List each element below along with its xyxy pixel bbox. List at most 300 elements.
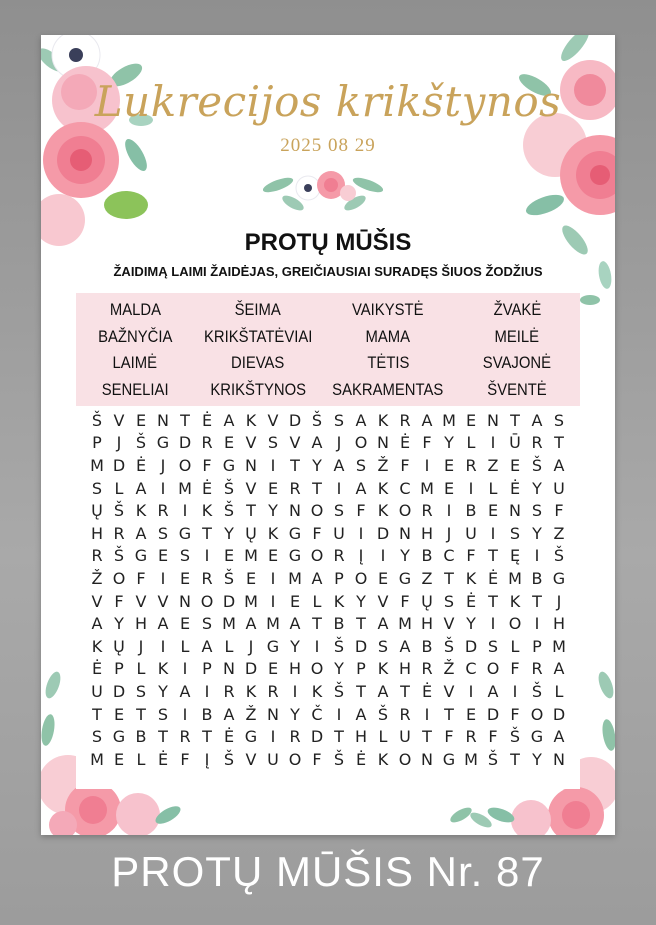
grid-letter[interactable]: Š <box>377 704 389 724</box>
grid-letter[interactable]: T <box>246 501 256 521</box>
grid-letter[interactable]: G <box>156 433 170 453</box>
grid-letter[interactable]: T <box>356 614 366 634</box>
grid-letter[interactable]: P <box>334 568 344 588</box>
grid-letter[interactable]: I <box>468 478 474 498</box>
grid-letter[interactable]: Z <box>553 523 565 543</box>
grid-letter[interactable]: J <box>556 591 562 611</box>
grid-letter[interactable]: V <box>289 433 301 453</box>
grid-letter[interactable]: J <box>336 433 342 453</box>
grid-letter[interactable]: P <box>92 433 102 453</box>
grid-letter[interactable]: T <box>312 614 322 634</box>
grid-letter[interactable]: K <box>201 501 213 521</box>
grid-letter[interactable]: R <box>531 433 543 453</box>
grid-letter[interactable]: B <box>531 568 543 588</box>
grid-letter[interactable]: G <box>266 636 280 656</box>
grid-letter[interactable]: F <box>510 704 520 724</box>
grid-letter[interactable]: I <box>468 681 474 701</box>
grid-letter[interactable]: E <box>223 546 235 566</box>
grid-letter[interactable]: Š <box>113 546 125 566</box>
grid-letter[interactable]: Ė <box>355 749 367 769</box>
grid-letter[interactable]: Į <box>358 546 364 566</box>
grid-letter[interactable]: R <box>157 501 169 521</box>
grid-letter[interactable]: Š <box>553 546 565 566</box>
grid-letter[interactable]: E <box>179 568 191 588</box>
grid-letter[interactable]: H <box>90 523 104 543</box>
grid-letter[interactable]: A <box>399 636 411 656</box>
grid-letter[interactable]: I <box>380 546 386 566</box>
grid-letter[interactable]: L <box>180 636 190 656</box>
grid-letter[interactable]: S <box>333 501 345 521</box>
grid-letter[interactable]: H <box>288 659 302 679</box>
grid-letter[interactable]: V <box>157 591 169 611</box>
grid-letter[interactable]: I <box>160 636 166 656</box>
grid-letter[interactable]: O <box>486 659 500 679</box>
grid-letter[interactable]: K <box>245 681 257 701</box>
grid-letter[interactable]: Ū <box>509 433 521 453</box>
grid-letter[interactable]: S <box>157 704 169 724</box>
grid-letter[interactable]: A <box>355 704 367 724</box>
grid-letter[interactable]: L <box>510 636 520 656</box>
grid-letter[interactable]: O <box>178 455 192 475</box>
grid-letter[interactable]: N <box>245 455 257 475</box>
grid-letter[interactable]: N <box>223 659 235 679</box>
grid-letter[interactable]: N <box>267 704 279 724</box>
grid-letter[interactable]: T <box>136 704 146 724</box>
grid-letter[interactable]: Š <box>91 410 103 430</box>
grid-letter[interactable]: L <box>554 681 564 701</box>
grid-letter[interactable]: Y <box>532 478 542 498</box>
grid-letter[interactable]: V <box>377 591 389 611</box>
grid-letter[interactable]: J <box>248 636 254 656</box>
grid-letter[interactable]: H <box>420 614 434 634</box>
grid-letter[interactable]: B <box>201 704 213 724</box>
grid-letter[interactable]: T <box>180 410 190 430</box>
grid-letter[interactable]: Ų <box>113 636 125 656</box>
grid-letter[interactable]: Ž <box>245 704 257 724</box>
grid-letter[interactable]: O <box>288 749 302 769</box>
grid-letter[interactable]: T <box>334 727 344 747</box>
grid-letter[interactable]: Į <box>204 749 210 769</box>
grid-letter[interactable]: N <box>157 410 169 430</box>
grid-letter[interactable]: K <box>135 501 147 521</box>
grid-letter[interactable]: G <box>530 727 544 747</box>
grid-letter[interactable]: A <box>179 681 191 701</box>
grid-letter[interactable]: D <box>288 410 302 430</box>
grid-letter[interactable]: V <box>245 433 257 453</box>
grid-letter[interactable]: K <box>311 681 323 701</box>
grid-letter[interactable]: V <box>113 410 125 430</box>
grid-letter[interactable]: E <box>267 659 279 679</box>
grid-letter[interactable]: K <box>245 410 257 430</box>
grid-letter[interactable]: G <box>178 523 192 543</box>
grid-letter[interactable]: N <box>179 591 191 611</box>
grid-letter[interactable]: V <box>245 478 257 498</box>
grid-letter[interactable]: D <box>222 591 236 611</box>
grid-letter[interactable]: Ų <box>91 501 103 521</box>
grid-letter[interactable]: Š <box>223 568 235 588</box>
grid-letter[interactable]: T <box>488 546 498 566</box>
grid-letter[interactable]: S <box>377 636 389 656</box>
grid-letter[interactable]: L <box>466 433 476 453</box>
grid-letter[interactable]: K <box>377 749 389 769</box>
grid-letter[interactable]: I <box>336 704 342 724</box>
grid-letter[interactable]: M <box>178 478 192 498</box>
grid-letter[interactable]: I <box>270 591 276 611</box>
grid-letter[interactable]: T <box>158 727 168 747</box>
grid-letter[interactable]: D <box>112 681 126 701</box>
grid-letter[interactable]: V <box>135 591 147 611</box>
grid-letter[interactable]: A <box>553 455 565 475</box>
grid-letter[interactable]: A <box>487 681 499 701</box>
grid-letter[interactable]: E <box>267 478 279 498</box>
grid-letter[interactable]: J <box>160 455 166 475</box>
grid-letter[interactable]: J <box>116 433 122 453</box>
grid-letter[interactable]: A <box>135 478 147 498</box>
grid-letter[interactable]: C <box>443 546 455 566</box>
grid-letter[interactable]: U <box>553 478 565 498</box>
grid-letter[interactable]: N <box>421 749 433 769</box>
grid-letter[interactable]: T <box>422 727 432 747</box>
grid-letter[interactable]: S <box>91 727 103 747</box>
grid-letter[interactable]: V <box>267 410 279 430</box>
grid-letter[interactable]: Ė <box>223 727 235 747</box>
grid-letter[interactable]: I <box>270 727 276 747</box>
grid-letter[interactable]: Y <box>114 614 124 634</box>
grid-letter[interactable]: I <box>314 636 320 656</box>
grid-letter[interactable]: F <box>488 727 498 747</box>
grid-letter[interactable]: A <box>333 455 345 475</box>
grid-letter[interactable]: L <box>224 636 234 656</box>
grid-letter[interactable]: F <box>202 455 212 475</box>
grid-letter[interactable]: T <box>202 523 212 543</box>
grid-letter[interactable]: N <box>377 433 389 453</box>
grid-letter[interactable]: F <box>400 591 410 611</box>
grid-letter[interactable]: H <box>420 523 434 543</box>
grid-letter[interactable]: I <box>424 455 430 475</box>
grid-letter[interactable]: Ų <box>421 591 433 611</box>
grid-letter[interactable]: Ž <box>443 659 455 679</box>
grid-letter[interactable]: O <box>354 433 368 453</box>
grid-letter[interactable]: P <box>532 636 542 656</box>
grid-letter[interactable]: J <box>446 523 452 543</box>
grid-letter[interactable]: S <box>91 478 103 498</box>
grid-letter[interactable]: D <box>486 704 500 724</box>
grid-letter[interactable]: A <box>377 614 389 634</box>
grid-letter[interactable]: M <box>442 410 456 430</box>
grid-letter[interactable]: R <box>179 727 191 747</box>
grid-letter[interactable]: N <box>487 410 499 430</box>
grid-letter[interactable]: B <box>465 501 477 521</box>
grid-letter[interactable]: R <box>113 523 125 543</box>
grid-letter[interactable]: T <box>444 704 454 724</box>
grid-letter[interactable]: E <box>377 568 389 588</box>
grid-letter[interactable]: T <box>400 681 410 701</box>
grid-letter[interactable]: I <box>490 433 496 453</box>
grid-letter[interactable]: A <box>201 636 213 656</box>
grid-letter[interactable]: Š <box>311 410 323 430</box>
grid-letter[interactable]: Š <box>509 727 521 747</box>
grid-letter[interactable]: O <box>200 591 214 611</box>
grid-letter[interactable]: R <box>223 681 235 701</box>
grid-letter[interactable]: Ė <box>157 749 169 769</box>
grid-letter[interactable]: I <box>292 681 298 701</box>
grid-letter[interactable]: Č <box>311 704 323 724</box>
grid-letter[interactable]: A <box>223 704 235 724</box>
grid-letter[interactable]: L <box>114 478 124 498</box>
grid-letter[interactable]: O <box>112 568 126 588</box>
grid-letter[interactable]: F <box>444 727 454 747</box>
grid-letter[interactable]: B <box>421 636 433 656</box>
grid-letter[interactable]: I <box>534 546 540 566</box>
grid-letter[interactable]: R <box>289 478 301 498</box>
grid-letter[interactable]: S <box>157 523 169 543</box>
grid-letter[interactable]: A <box>289 614 301 634</box>
grid-letter[interactable]: R <box>201 433 213 453</box>
grid-letter[interactable]: Š <box>531 681 543 701</box>
grid-letter[interactable]: E <box>245 568 257 588</box>
grid-letter[interactable]: Ž <box>377 455 389 475</box>
grid-letter[interactable]: A <box>355 410 367 430</box>
grid-letter[interactable]: I <box>424 704 430 724</box>
grid-letter[interactable]: O <box>530 704 544 724</box>
grid-letter[interactable]: Š <box>333 636 345 656</box>
grid-letter[interactable]: I <box>204 546 210 566</box>
grid-letter[interactable]: I <box>270 568 276 588</box>
grid-letter[interactable]: B <box>135 727 147 747</box>
grid-letter[interactable]: E <box>509 455 521 475</box>
grid-letter[interactable]: T <box>290 455 300 475</box>
grid-letter[interactable]: G <box>288 523 302 543</box>
grid-letter[interactable]: I <box>358 523 364 543</box>
grid-letter[interactable]: D <box>354 636 368 656</box>
grid-letter[interactable]: V <box>245 749 257 769</box>
grid-letter[interactable]: E <box>443 478 455 498</box>
grid-letter[interactable]: O <box>310 546 324 566</box>
grid-letter[interactable]: G <box>222 455 236 475</box>
grid-letter[interactable]: N <box>553 749 565 769</box>
grid-letter[interactable]: S <box>135 681 147 701</box>
grid-letter[interactable]: Ž <box>91 568 103 588</box>
grid-letter[interactable]: L <box>378 727 388 747</box>
grid-letter[interactable]: E <box>179 614 191 634</box>
grid-letter[interactable]: P <box>202 659 212 679</box>
grid-letter[interactable]: D <box>310 727 324 747</box>
grid-letter[interactable]: E <box>113 749 125 769</box>
grid-letter[interactable]: Ė <box>399 433 411 453</box>
grid-letter[interactable]: Y <box>532 523 542 543</box>
grid-letter[interactable]: J <box>138 636 144 656</box>
grid-letter[interactable]: S <box>553 410 565 430</box>
grid-letter[interactable]: O <box>508 614 522 634</box>
grid-letter[interactable]: I <box>270 455 276 475</box>
grid-letter[interactable]: T <box>444 568 454 588</box>
grid-letter[interactable]: T <box>312 478 322 498</box>
grid-letter[interactable]: P <box>356 659 366 679</box>
grid-letter[interactable]: Y <box>466 614 476 634</box>
grid-letter[interactable]: Ę <box>509 546 521 566</box>
grid-letter[interactable]: S <box>487 636 499 656</box>
grid-letter[interactable]: H <box>398 659 412 679</box>
grid-letter[interactable]: K <box>377 659 389 679</box>
grid-letter[interactable]: Š <box>113 501 125 521</box>
grid-letter[interactable]: I <box>490 614 496 634</box>
grid-letter[interactable]: N <box>399 523 411 543</box>
grid-letter[interactable]: G <box>134 546 148 566</box>
grid-letter[interactable]: I <box>182 704 188 724</box>
grid-letter[interactable]: I <box>182 659 188 679</box>
grid-letter[interactable]: G <box>398 568 412 588</box>
grid-letter[interactable]: R <box>399 704 411 724</box>
grid-letter[interactable]: F <box>466 546 476 566</box>
grid-letter[interactable]: A <box>553 727 565 747</box>
grid-letter[interactable]: T <box>356 681 366 701</box>
grid-letter[interactable]: I <box>204 681 210 701</box>
grid-letter[interactable]: Y <box>400 546 410 566</box>
grid-letter[interactable]: E <box>443 455 455 475</box>
grid-letter[interactable]: V <box>91 591 103 611</box>
grid-letter[interactable]: T <box>532 591 542 611</box>
grid-letter[interactable]: D <box>178 433 192 453</box>
grid-letter[interactable]: E <box>487 501 499 521</box>
grid-letter[interactable]: B <box>421 546 433 566</box>
grid-letter[interactable]: Š <box>135 433 147 453</box>
grid-letter[interactable]: R <box>267 681 279 701</box>
grid-letter[interactable]: Š <box>333 681 345 701</box>
grid-letter[interactable]: A <box>421 410 433 430</box>
grid-letter[interactable]: M <box>244 591 258 611</box>
grid-letter[interactable]: M <box>508 568 522 588</box>
grid-letter[interactable]: G <box>288 546 302 566</box>
grid-letter[interactable]: R <box>531 659 543 679</box>
grid-letter[interactable]: G <box>112 727 126 747</box>
grid-letter[interactable]: E <box>465 704 477 724</box>
grid-letter[interactable]: F <box>312 523 322 543</box>
grid-letter[interactable]: F <box>356 501 366 521</box>
grid-letter[interactable]: H <box>552 614 566 634</box>
grid-letter[interactable]: E <box>135 410 147 430</box>
grid-letter[interactable]: Y <box>290 636 300 656</box>
grid-letter[interactable]: D <box>464 636 478 656</box>
grid-letter[interactable]: Ė <box>91 659 103 679</box>
grid-letter[interactable]: K <box>157 659 169 679</box>
grid-letter[interactable]: A <box>311 433 323 453</box>
grid-letter[interactable]: M <box>90 749 104 769</box>
grid-letter[interactable]: S <box>443 591 455 611</box>
grid-letter[interactable]: A <box>355 478 367 498</box>
grid-letter[interactable]: U <box>333 523 345 543</box>
grid-letter[interactable]: P <box>114 659 124 679</box>
grid-letter[interactable]: F <box>510 659 520 679</box>
grid-letter[interactable]: I <box>182 501 188 521</box>
grid-letter[interactable]: T <box>554 433 564 453</box>
grid-letter[interactable]: F <box>180 749 190 769</box>
grid-letter[interactable]: M <box>464 749 478 769</box>
grid-letter[interactable]: U <box>465 523 477 543</box>
grid-letter[interactable]: M <box>420 478 434 498</box>
grid-letter[interactable]: F <box>554 501 564 521</box>
grid-letter[interactable]: M <box>222 614 236 634</box>
grid-letter[interactable]: L <box>312 591 322 611</box>
grid-letter[interactable]: Y <box>158 681 168 701</box>
grid-letter[interactable]: A <box>157 614 169 634</box>
grid-letter[interactable]: Z <box>487 455 499 475</box>
grid-letter[interactable]: O <box>310 659 324 679</box>
grid-letter[interactable]: A <box>311 568 323 588</box>
grid-letter[interactable]: I <box>336 478 342 498</box>
grid-letter[interactable]: G <box>442 749 456 769</box>
grid-letter[interactable]: K <box>377 478 389 498</box>
grid-letter[interactable]: S <box>355 455 367 475</box>
grid-letter[interactable]: D <box>552 704 566 724</box>
grid-letter[interactable]: N <box>509 501 521 521</box>
grid-letter[interactable]: Y <box>268 501 278 521</box>
grid-letter[interactable]: Ė <box>421 681 433 701</box>
grid-letter[interactable]: Ų <box>245 523 257 543</box>
grid-letter[interactable]: S <box>179 546 191 566</box>
grid-letter[interactable]: S <box>531 501 543 521</box>
grid-letter[interactable]: Y <box>334 659 344 679</box>
grid-letter[interactable]: U <box>91 681 103 701</box>
grid-letter[interactable]: Ė <box>487 568 499 588</box>
grid-letter[interactable]: I <box>534 614 540 634</box>
grid-letter[interactable]: R <box>201 568 213 588</box>
grid-letter[interactable]: Ė <box>201 478 213 498</box>
grid-letter[interactable]: I <box>446 501 452 521</box>
grid-letter[interactable]: M <box>288 568 302 588</box>
grid-letter[interactable]: L <box>488 478 498 498</box>
grid-letter[interactable]: Y <box>312 455 322 475</box>
grid-letter[interactable]: Š <box>487 749 499 769</box>
grid-letter[interactable]: O <box>354 568 368 588</box>
grid-letter[interactable]: M <box>244 546 258 566</box>
grid-letter[interactable]: E <box>465 410 477 430</box>
grid-letter[interactable]: O <box>310 501 324 521</box>
grid-letter[interactable]: K <box>509 591 521 611</box>
grid-letter[interactable]: O <box>398 749 412 769</box>
grid-letter[interactable]: Y <box>444 433 454 453</box>
grid-letter[interactable]: R <box>333 546 345 566</box>
grid-letter[interactable]: Ė <box>465 591 477 611</box>
grid-letter[interactable]: T <box>510 749 520 769</box>
grid-letter[interactable]: R <box>465 455 477 475</box>
grid-letter[interactable]: V <box>443 681 455 701</box>
grid-letter[interactable]: A <box>223 410 235 430</box>
grid-letter[interactable]: M <box>398 614 412 634</box>
grid-letter[interactable]: F <box>136 568 146 588</box>
grid-letter[interactable]: G <box>244 727 258 747</box>
grid-letter[interactable]: Y <box>224 523 234 543</box>
grid-letter[interactable]: O <box>398 501 412 521</box>
grid-letter[interactable]: R <box>421 501 433 521</box>
grid-letter[interactable]: Z <box>421 568 433 588</box>
grid-letter[interactable]: D <box>376 523 390 543</box>
grid-letter[interactable]: M <box>266 614 280 634</box>
grid-letter[interactable]: Y <box>532 749 542 769</box>
grid-letter[interactable]: I <box>160 568 166 588</box>
grid-letter[interactable]: Y <box>356 591 366 611</box>
grid-letter[interactable]: U <box>267 749 279 769</box>
grid-letter[interactable]: B <box>333 614 345 634</box>
grid-letter[interactable]: K <box>91 636 103 656</box>
grid-letter[interactable]: V <box>443 614 455 634</box>
grid-letter[interactable]: C <box>465 659 477 679</box>
grid-letter[interactable]: K <box>267 523 279 543</box>
grid-letter[interactable]: S <box>509 523 521 543</box>
grid-letter[interactable]: K <box>333 591 345 611</box>
grid-letter[interactable]: T <box>488 591 498 611</box>
grid-letter[interactable]: L <box>136 659 146 679</box>
grid-letter[interactable]: E <box>157 546 169 566</box>
